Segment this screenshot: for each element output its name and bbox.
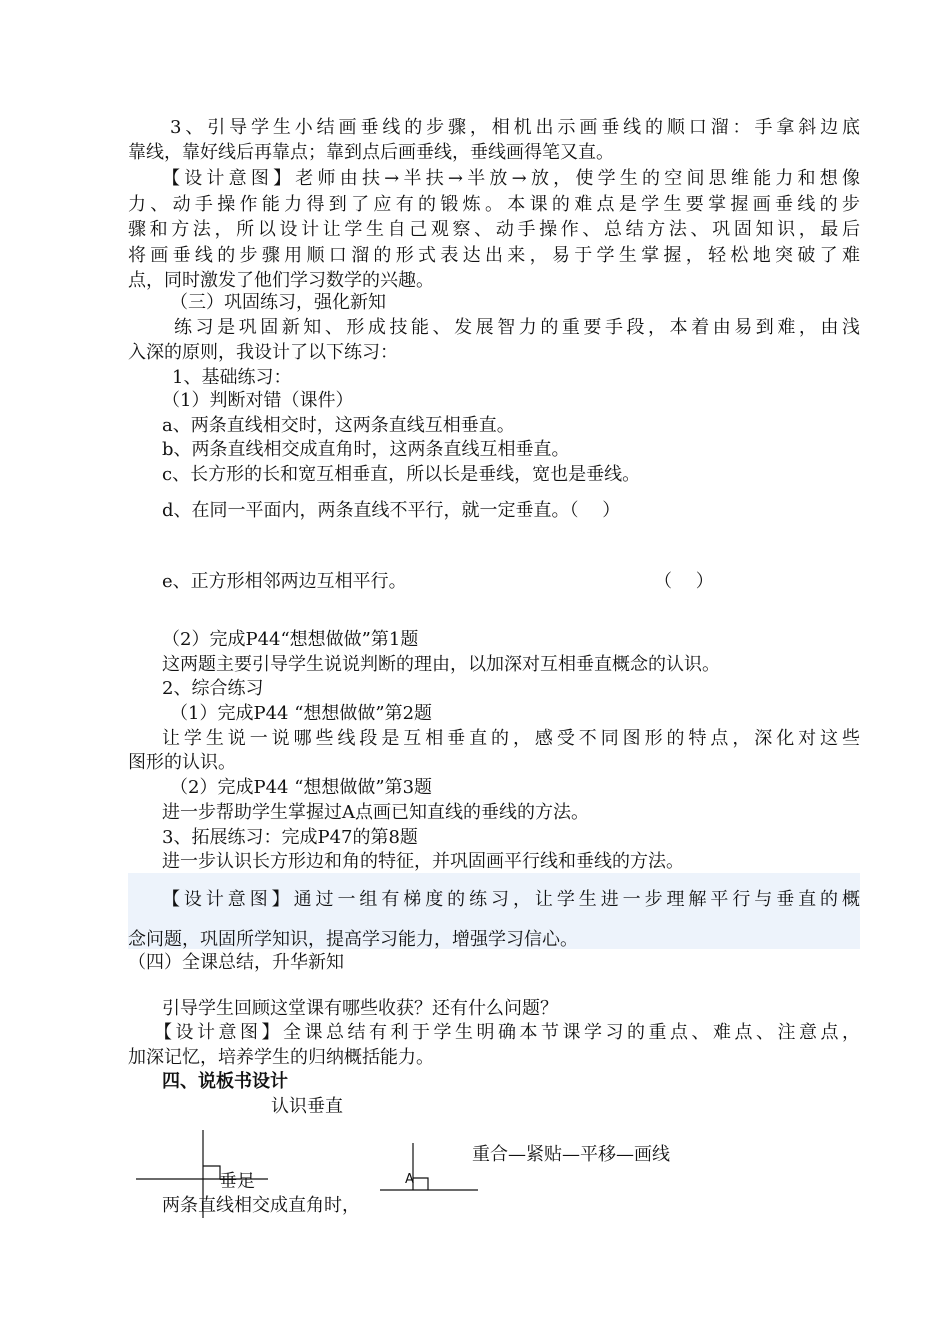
text-line-13: a、两条直线相交时，这两条直线互相垂直。 (162, 415, 515, 436)
text-line-22: 让学生说一说哪些线段是互相垂直的，感受不同图形的特点，深化对这些 (162, 728, 860, 749)
text-line-20: 2、综合练习 (162, 678, 264, 699)
text-line-1: 3、引导学生小结画垂线的步骤，相机出示画垂线的顺口溜：手拿斜边底 (170, 117, 860, 138)
text-line-29: 念问题，巩固所学知识，提高学习能力，增强学习信心。 (128, 929, 578, 950)
section-heading-board: 四、说板书设计 (162, 1071, 288, 1092)
section-heading-3: （三）巩固练习，强化新知 (170, 292, 386, 313)
text-line-27: 进一步认识长方形边和角的特征，并巩固画平行线和垂线的方法。 (162, 851, 684, 872)
text-line-10: 入深的原则，我设计了以下练习： (128, 342, 398, 363)
section-heading-4: （四）全课总结，升华新知 (128, 952, 344, 973)
text-line-32: 【设计意图】全课总结有利于学生明确本节课学习的重点、难点、注意点， (154, 1022, 860, 1043)
text-line-23: 图形的认识。 (128, 752, 236, 773)
text-line-12: （1）判断对错（课件） (162, 390, 354, 411)
answer-blank: （ ） (654, 571, 714, 592)
right-angle-mark-1 (203, 1166, 220, 1179)
text-line-14: b、两条直线相交成直角时，这两条直线互相垂直。 (162, 439, 570, 460)
foot-label: 垂足 (219, 1171, 255, 1192)
text-line-25: 进一步帮助学生掌握过A点画已知直线的垂线的方法。 (162, 802, 589, 823)
board-caption: 两条直线相交成直角时， (162, 1195, 360, 1216)
text-line-9: 练习是巩固新知、形成技能、发展智力的重要手段，本着由易到难，由浅 (174, 317, 860, 338)
board-title: 认识垂直 (271, 1096, 343, 1117)
right-angle-mark-2 (413, 1178, 428, 1190)
text-line-11: 1、基础练习： (172, 367, 292, 388)
text-line-15: c、长方形的长和宽互相垂直，所以长是垂线，宽也是垂线。 (162, 464, 641, 485)
text-line-21: （1）完成P44 “想想做做”第2题 (170, 703, 433, 724)
text-line-31: 引导学生回顾这堂课有哪些收获？还有什么问题？ (162, 998, 558, 1019)
text-line-26: 3、拓展练习：完成P47的第8题 (162, 827, 418, 848)
text-line-3: 【设计意图】老师由扶→半扶→半放→放，使学生的空间思维能力和想像 (162, 168, 860, 189)
text-line-17: e、正方形相邻两边互相平行。 (162, 571, 407, 592)
text-line-2: 靠线，靠好线后再靠点；靠到点后画垂线，垂线画得笔又直。 (128, 142, 614, 163)
text-line-24: （2）完成P44 “想想做做”第3题 (170, 777, 433, 798)
text-line-18: （2）完成P44“想想做做”第1题 (162, 629, 419, 650)
board-steps: 重合—紧贴—平移—画线 (472, 1144, 670, 1165)
point-a-label: A (405, 1172, 414, 1187)
text-line-19: 这两题主要引导学生说说判断的理由，以加深对互相垂直概念的认识。 (162, 654, 720, 675)
text-line-16: d、在同一平面内，两条直线不平行，就一定垂直。（ ） (162, 500, 621, 521)
text-line-5: 骤和方法，所以设计让学生自己观察、动手操作、总结方法、巩固知识，最后 (128, 219, 860, 240)
text-line-4: 力、动手操作能力得到了应有的锻炼。本课的难点是学生要掌握画垂线的步 (128, 194, 860, 215)
text-line-28: 【设计意图】通过一组有梯度的练习，让学生进一步理解平行与垂直的概 (162, 889, 860, 910)
text-line-33: 加深记忆，培养学生的归纳概括能力。 (128, 1047, 434, 1068)
text-line-6: 将画垂线的步骤用顺口溜的形式表达出来，易于学生掌握，轻松地突破了难 (128, 245, 860, 266)
text-line-7: 点，同时激发了他们学习数学的兴趣。 (128, 270, 434, 291)
